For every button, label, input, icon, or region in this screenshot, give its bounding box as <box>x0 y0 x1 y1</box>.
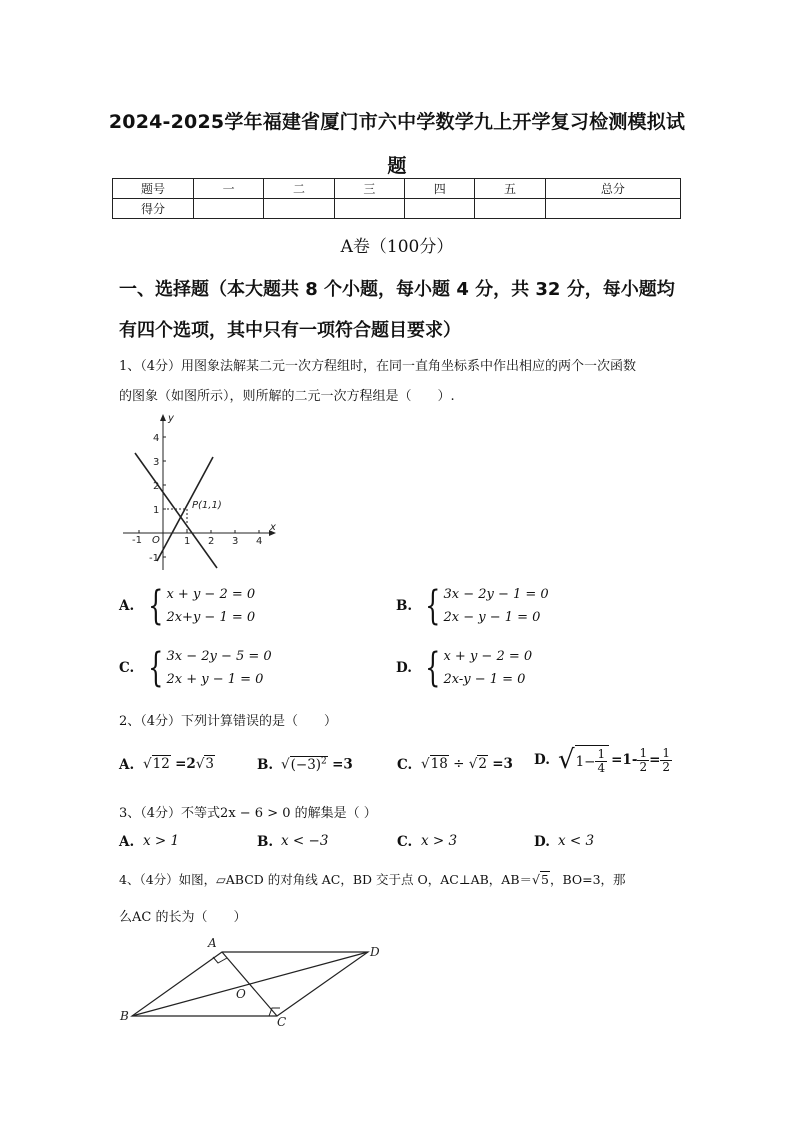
sqrt-icon: √ <box>143 756 152 772</box>
q1-stem: 1、（4分）用图象法解某二元一次方程组时，在同一直角坐标系中作出相应的两个一次函数 <box>119 359 637 374</box>
equation: 2x-y − 1 = 0 <box>443 672 526 687</box>
page-title: 2024-2025学年福建省厦门市六中学数学九上开学复习检测模拟试 <box>108 111 686 133</box>
vertex-label-b: B <box>120 1009 129 1023</box>
x-tick-label: -1 <box>132 535 142 546</box>
score-cell[interactable] <box>334 199 404 219</box>
option-label: D. <box>534 752 550 768</box>
equation: 3x − 2y − 5 = 0 <box>166 649 272 664</box>
divide-sign: ÷ <box>453 756 465 772</box>
radicand: 3 <box>205 756 215 772</box>
score-table-header-row <box>113 179 681 199</box>
radicand-one: 1− <box>575 753 596 770</box>
sqrt-icon: √ <box>468 756 478 772</box>
y-tick-label: -1 <box>149 553 159 564</box>
sqrt-icon: √ <box>532 872 540 887</box>
score-header-cell: 三 <box>334 179 404 199</box>
equals-text: =2 <box>175 756 196 772</box>
center-label-o: O <box>236 987 246 1001</box>
option-label: C. <box>397 833 413 850</box>
q1-graph <box>118 408 283 578</box>
equals-text: = <box>649 752 661 768</box>
q4-stem-cont: 么AC 的长为（ ） <box>119 910 247 925</box>
radicand: 12 <box>152 756 170 772</box>
q1-option-c[interactable] <box>119 645 272 691</box>
score-header-cell: 四 <box>405 179 475 199</box>
score-cell[interactable] <box>545 199 680 219</box>
sqrt-icon: √ <box>421 756 430 772</box>
radicand: (−3) <box>290 756 322 773</box>
numerator: 1 <box>597 747 606 761</box>
left-brace-icon: { <box>425 645 441 691</box>
part1-heading-cont: 有四个选项，其中只有一项符合题目要求） <box>119 320 461 341</box>
equals-text: =1- <box>611 752 638 768</box>
score-cell[interactable] <box>264 199 334 219</box>
option-label: B. <box>396 598 413 614</box>
score-header-cell: 题号 <box>113 179 194 199</box>
fraction <box>660 747 672 774</box>
part1-heading: 一、选择题（本大题共 8 个小题，每小题 4 分，共 32 分，每小题均 <box>119 279 675 300</box>
left-brace-icon: { <box>148 583 164 629</box>
point-p-label: P(1,1) <box>192 500 222 511</box>
q1-stem-cont: 的图象（如图所示），则所解的二元一次方程组是（ ）. <box>119 389 455 404</box>
score-cell[interactable] <box>475 199 545 219</box>
radicand: 18 <box>430 756 448 772</box>
fraction <box>595 748 607 775</box>
y-axis-arrow-icon <box>160 414 166 421</box>
y-tick-label: 2 <box>153 481 160 492</box>
score-cell[interactable] <box>405 199 475 219</box>
denominator: 2 <box>662 759 671 774</box>
score-row-label: 得分 <box>113 199 194 219</box>
q3-stem: 3、（4分）不等式2x − 6 > 0 的解集是（ ） <box>119 806 377 821</box>
x-tick-label: 4 <box>256 536 263 547</box>
equation: 2x + y − 1 = 0 <box>166 672 264 687</box>
q1-option-d[interactable] <box>396 645 532 691</box>
y-tick-label: 4 <box>153 433 160 444</box>
option-label: D. <box>534 833 550 850</box>
radicand: 2 <box>478 756 487 772</box>
q3-option-c[interactable] <box>397 833 457 850</box>
q2-option-a[interactable] <box>119 756 215 773</box>
q4-stem <box>119 870 626 888</box>
numerator: 1 <box>662 745 671 760</box>
equation: x + y − 2 = 0 <box>166 587 256 602</box>
option-label: A. <box>119 756 135 773</box>
sqrt-icon: √ <box>558 745 575 775</box>
option-label: C. <box>397 756 413 773</box>
option-label: D. <box>396 660 412 676</box>
q1-option-a[interactable] <box>119 583 255 629</box>
option-label: A. <box>119 598 135 614</box>
fraction <box>637 747 649 774</box>
score-table <box>112 178 681 219</box>
origin-label: O <box>152 535 160 546</box>
q3-option-d[interactable] <box>534 833 594 850</box>
equation: x + y − 2 = 0 <box>443 649 533 664</box>
vertex-label-d: D <box>370 945 380 959</box>
q2-option-d[interactable] <box>534 745 672 775</box>
section-a-heading: A卷（100分） <box>340 237 454 257</box>
x-tick-label: 2 <box>208 536 215 547</box>
vertex-label-c: C <box>277 1015 287 1029</box>
equals-text: =3 <box>332 756 353 773</box>
x-tick-label: 3 <box>232 536 239 547</box>
denominator: 4 <box>597 761 606 775</box>
vertex-label-a: A <box>208 936 217 950</box>
equals-text: =3 <box>492 756 513 772</box>
q4-stem-part2: ，BO=3，那 <box>549 872 626 887</box>
score-cell[interactable] <box>194 199 264 219</box>
q2-option-c[interactable] <box>397 756 513 773</box>
q2-stem: 2、（4分）下列计算错误的是（ ） <box>119 714 338 729</box>
score-header-cell: 一 <box>194 179 264 199</box>
option-text: x > 1 <box>143 833 180 849</box>
numerator: 1 <box>639 745 648 760</box>
option-label: C. <box>119 660 135 676</box>
left-brace-icon: { <box>148 645 164 691</box>
x-tick-label: 1 <box>184 536 191 547</box>
denominator: 2 <box>639 759 648 774</box>
score-header-cell: 总分 <box>545 179 680 199</box>
y-tick-label: 3 <box>153 457 160 468</box>
equation: 2x − y − 1 = 0 <box>443 610 541 625</box>
equation: 3x − 2y − 1 = 0 <box>443 587 549 602</box>
exponent: 2 <box>321 756 327 766</box>
option-text: x < −3 <box>281 833 329 849</box>
option-text: x > 3 <box>421 833 458 849</box>
diagonal-bd <box>132 952 368 1016</box>
score-header-cell: 二 <box>264 179 334 199</box>
y-axis-label: y <box>168 413 174 424</box>
left-brace-icon: { <box>425 583 441 629</box>
q1-option-b[interactable] <box>396 583 549 629</box>
option-label: B. <box>257 757 274 773</box>
score-header-cell: 五 <box>475 179 545 199</box>
q3-option-a[interactable] <box>119 833 179 850</box>
page-title-cont: 题 <box>387 155 407 177</box>
q2-option-b[interactable] <box>257 756 353 773</box>
score-table-score-row <box>113 199 681 219</box>
sqrt-icon: √ <box>281 756 290 773</box>
option-label: B. <box>257 833 274 850</box>
x-axis-label: x <box>270 522 276 533</box>
radicand: 5 <box>540 872 549 887</box>
equation: 2x+y − 1 = 0 <box>166 610 256 625</box>
q3-option-b[interactable] <box>257 833 328 850</box>
q4-stem-part1: 4、（4分）如图，▱ABCD 的对角线 AC，BD 交于点 O，AC⊥AB，AB＝ <box>119 872 533 887</box>
y-tick-label: 1 <box>153 505 160 516</box>
right-angle-a-icon <box>213 957 227 963</box>
sqrt-icon: √ <box>195 756 205 772</box>
q4-parallelogram-figure <box>112 935 392 1030</box>
option-label: A. <box>119 833 135 850</box>
option-text: x < 3 <box>558 833 595 849</box>
